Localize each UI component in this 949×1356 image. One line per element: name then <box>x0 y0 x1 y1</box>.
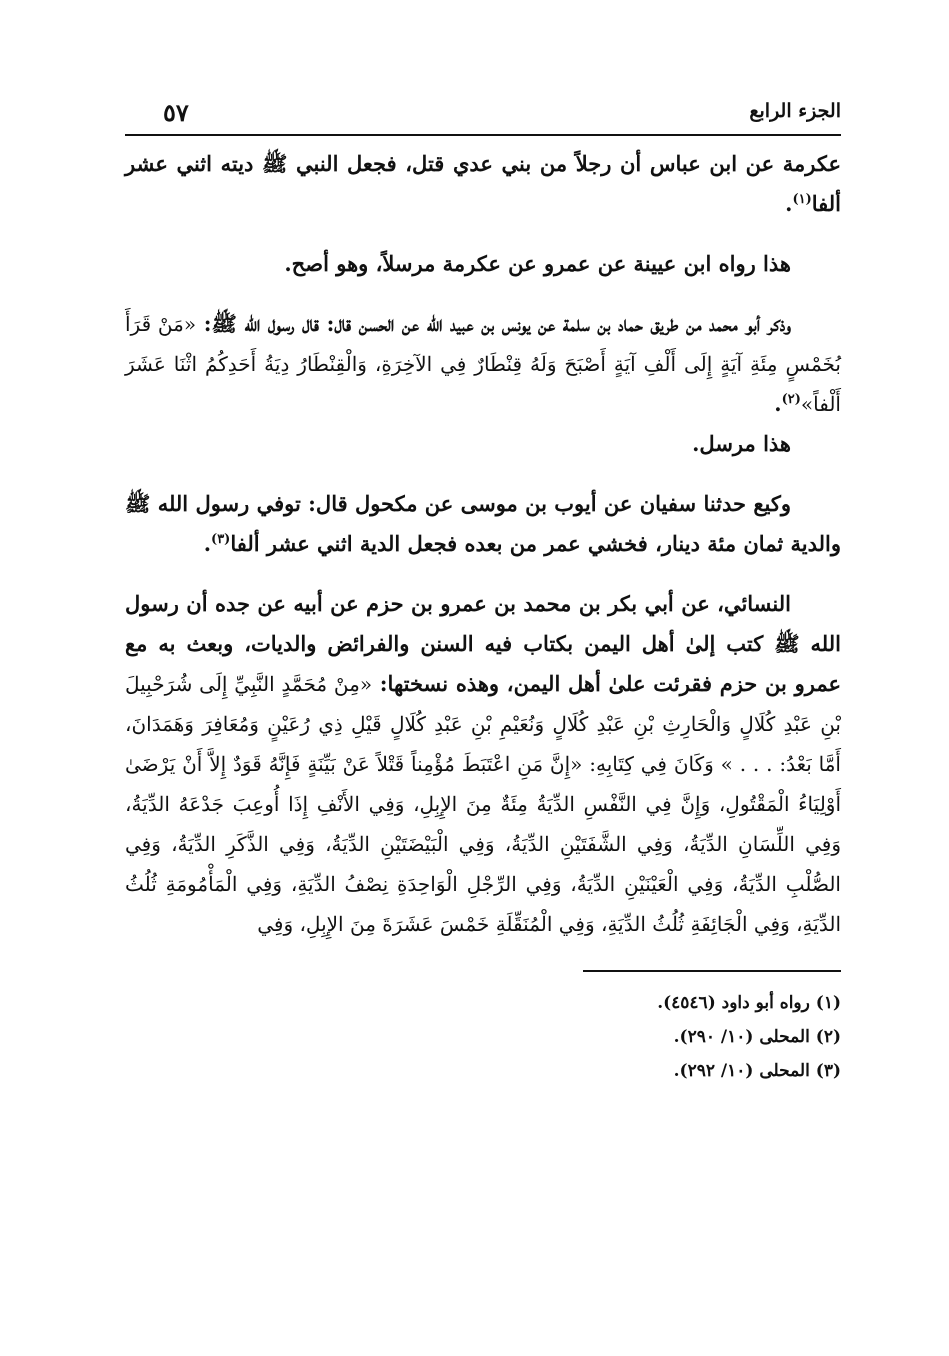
paragraph-text: هذا مرسل. <box>692 431 791 456</box>
paragraph-end: . <box>774 391 782 416</box>
paragraph <box>125 424 841 464</box>
footnote: (٢) المحلى (١٠/ ٢٩٠). <box>673 1027 841 1047</box>
footnote-separator <box>583 970 841 972</box>
footnotes <box>125 986 841 1088</box>
paragraph-end: . <box>785 191 793 216</box>
main-text <box>125 144 841 944</box>
paragraph <box>125 144 841 224</box>
paragraph-text: وذكر أبو محمد من طريق حماد بن سلمة عن يونس بن عبيد الله عن الحسن قال: قال رسول الله ﷺ: <box>203 311 791 336</box>
hadith-quote: «مِنْ مُحَمَّدٍ النَّبِيِّ إِلَى شُرَحْبِيلَ بْنِ عَبْدِ كُلَالٍ وَالْحَارِثِ بْنِ عَبْدِ كُلَالٍ وَنُعَيْمِ بْنِ عَبْدِ كُلَالٍ قَيْلِ ذِي رُعَيْنٍ وَمُعَافِرَ وَهَمَدَانَ، أَمَّا بَعْدُ: . . . » وَكَانَ فِي كِتَابِهِ: «إِنَّ مَنِ اعْتَبَطَ مُؤْمِناً قَتْلاً عَنْ بَيِّنَةٍ فَإِنَّهُ قَوَدٌ إِلاَّ أَنْ يَرْضَىٰ أَوْلِيَاءُ الْمَقْتُولِ، وَإِنَّ فِي النَّفْسِ الدِّيَةُ مِئَةٌ مِنَ الإِبِلِ، وَفِي الأَنْفِ إِذَا أُوعِبَ جَدْعَهُ الدِّيَةُ، وَفِي اللِّسَانِ الدِّيَةُ، وَفِي الشَّفَتَيْنِ الدِّيَةُ، وَفِي الْبَيْضَتَيْنِ الدِّيَةُ، وَفِي الذَّكَرِ الدِّيَةُ، وَفِي الصُّلْبِ الدِّيَةُ، وَفِي الْعَيْنَيْنِ الدِّيَةُ، وَفِي الرِّجْلِ الْوَاحِدَةِ نِصْفُ الدِّيَةِ، وَفِي الْمَأْمُومَةِ ثُلُثُ الدِّيَةِ، وَفِي الْجَائِفَةِ ثُلُثُ الدِّيَةِ، وَفِي الْمُنَقِّلَةِ خَمْسَ عَشَرَةَ مِنَ الإِبِلِ، وَفِي <box>125 672 841 936</box>
paragraph <box>125 244 841 284</box>
footnote-marker: (١) <box>792 192 812 207</box>
header-title: الجزء الرابع <box>749 100 841 122</box>
footnote-marker: (٢) <box>781 392 801 407</box>
running-header <box>125 90 841 136</box>
page-number: ٥٧ <box>163 98 189 127</box>
paragraph <box>125 484 841 564</box>
paragraph-end: . <box>203 531 212 556</box>
paragraph-text: وكيع حدثنا سفيان عن أيوب بن موسى عن مكحول قال: توفي رسول الله ﷺ والدية ثمان مئة دينار، فخشي عمر من بعده فجعل الدية اثني عشر ألفا <box>125 491 841 556</box>
paragraph <box>125 304 841 424</box>
paragraph-text: عكرمة عن ابن عباس أن رجلاً من بني عدي قتل، فجعل النبي ﷺ ديته اثني عشر ألفا <box>125 151 841 216</box>
hadith-quote: «مَنْ قَرَأَ بُخَمْسٍ مِئَةِ آيَةٍ إِلَى أَلْفِ آيَةٍ أَصْبَحَ وَلَهُ قِنْطَارٌ فِي الآخِرَةِ، وَالْقِنْطَارُ دِيَةُ أَحَدِكُمُ اثْنَا عَشَرَ أَلْفاً» <box>125 312 841 416</box>
paragraph <box>125 584 841 944</box>
footnote: (١) رواه أبو داود (٤٥٤٦). <box>657 993 841 1013</box>
page <box>125 90 841 1088</box>
paragraph-text: هذا رواه ابن عيينة عن عمرو عن عكرمة مرسلاً، وهو أصح. <box>284 251 791 276</box>
footnote-marker: (٣) <box>211 532 231 547</box>
footnote: (٣) المحلى (١٠/ ٢٩٢). <box>673 1061 841 1081</box>
paragraph-text: النسائي، عن أبي بكر بن محمد بن عمرو بن حزم عن أبيه عن جده أن رسول الله ﷺ كتب إلىٰ أهل اليمن بكتاب فيه السنن والفرائض والديات، وبعث به مع عمرو بن حزم فقرئت علىٰ أهل اليمن، وهذه نسختها: <box>125 591 841 696</box>
